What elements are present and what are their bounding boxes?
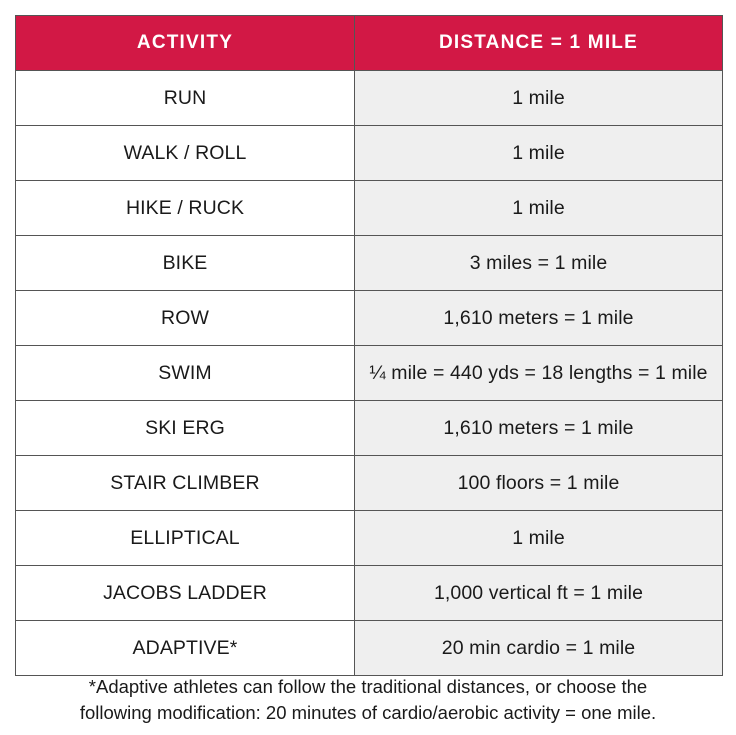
table-row: [16, 71, 723, 126]
adaptive-footnote: [0, 674, 736, 726]
activity-cell: SWIM: [16, 346, 355, 401]
distance-column-header: DISTANCE = 1 MILE: [355, 16, 723, 71]
distance-cell: 3 miles = 1 mile: [355, 236, 723, 291]
activity-cell: STAIR CLIMBER: [16, 456, 355, 511]
footnote-line-2: following modification: 20 minutes of cardio/aerobic activity = one mile.: [79, 702, 657, 723]
distance-cell: 100 floors = 1 mile: [355, 456, 723, 511]
distance-cell: ¼ mile = 440 yds = 18 lengths = 1 mile: [355, 346, 723, 401]
distance-cell: 1,610 meters = 1 mile: [355, 291, 723, 346]
table-row: [16, 346, 723, 401]
activity-cell: SKI ERG: [16, 401, 355, 456]
table-row: [16, 236, 723, 291]
table-row: [16, 511, 723, 566]
table-row: [16, 566, 723, 621]
header-row: [16, 16, 723, 71]
distance-cell: 1 mile: [355, 511, 723, 566]
activity-cell: WALK / ROLL: [16, 126, 355, 181]
table-header: [16, 16, 723, 71]
table-row: [16, 621, 723, 676]
distance-cell: 1 mile: [355, 71, 723, 126]
activity-distance-table: [15, 15, 723, 676]
distance-cell: 1 mile: [355, 181, 723, 236]
conversion-table-container: [15, 15, 722, 676]
activity-cell: ROW: [16, 291, 355, 346]
activity-column-header: ACTIVITY: [16, 16, 355, 71]
table-row: [16, 456, 723, 511]
activity-cell: RUN: [16, 71, 355, 126]
activity-cell: HIKE / RUCK: [16, 181, 355, 236]
distance-cell: 1,610 meters = 1 mile: [355, 401, 723, 456]
activity-cell: BIKE: [16, 236, 355, 291]
distance-cell: 1 mile: [355, 126, 723, 181]
table-row: [16, 181, 723, 236]
activity-cell: ELLIPTICAL: [16, 511, 355, 566]
activity-cell: JACOBS LADDER: [16, 566, 355, 621]
distance-cell: 20 min cardio = 1 mile: [355, 621, 723, 676]
table-row: [16, 401, 723, 456]
footnote-line-1: *Adaptive athletes can follow the traditional distances, or choose the: [88, 676, 648, 697]
table-row: [16, 126, 723, 181]
activity-cell: ADAPTIVE*: [16, 621, 355, 676]
table-row: [16, 291, 723, 346]
table-body: [16, 71, 723, 676]
distance-cell: 1,000 vertical ft = 1 mile: [355, 566, 723, 621]
